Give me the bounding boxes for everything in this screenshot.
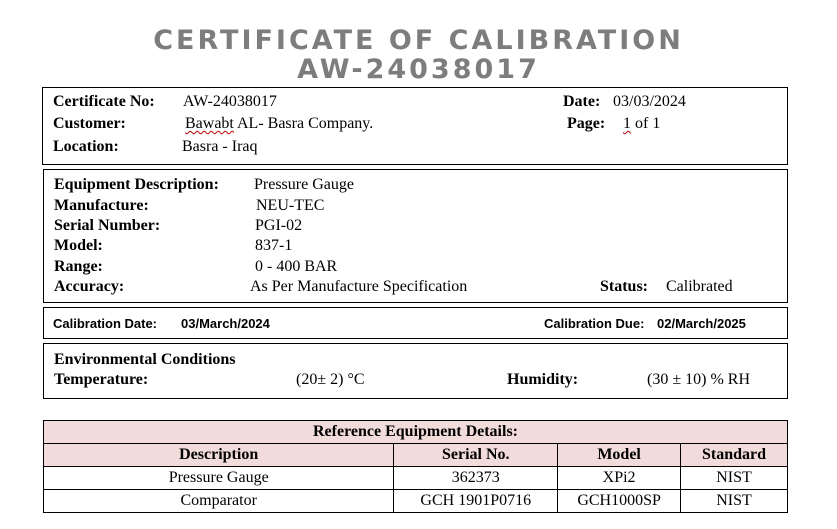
serial-number-value: PGI-02 [255, 217, 303, 234]
reference-equipment-table [43, 420, 788, 513]
table-cell: GCH1000SP [558, 490, 681, 513]
calibration-due-label: Calibration Due: [544, 316, 645, 331]
date-label: Date: [563, 93, 601, 110]
accuracy-label: Accuracy: [54, 278, 125, 295]
equipment-box [43, 169, 788, 303]
certificate-info-box [42, 87, 788, 165]
page-label: Page: [567, 115, 606, 132]
calibration-date-value: 03/March/2024 [181, 316, 270, 331]
customer-name-rest: AL- Basra Company. [233, 115, 374, 132]
calibration-due-value: 02/March/2025 [657, 316, 746, 331]
certificate-number-heading: AW-24038017 [297, 54, 540, 85]
date-value: 03/03/2024 [613, 93, 686, 110]
humidity-value: (30 ± 10) % RH [647, 371, 750, 388]
environment-heading: Environmental Conditions [54, 351, 236, 368]
column-header: Standard [681, 444, 788, 467]
model-value: 837-1 [255, 237, 293, 254]
table-cell: XPi2 [558, 467, 681, 490]
page-number: 1 [623, 115, 631, 132]
status-label: Status: [600, 278, 649, 295]
table-cell: GCH 1901P0716 [394, 490, 558, 513]
status-value: Calibrated [666, 278, 733, 295]
reference-table-title: Reference Equipment Details: [44, 421, 788, 444]
accuracy-value: As Per Manufacture Specification [250, 278, 468, 295]
column-header: Model [558, 444, 681, 467]
table-cell: NIST [681, 490, 788, 513]
table-cell: 362373 [394, 467, 558, 490]
location-value: Basra - Iraq [182, 138, 258, 155]
table-cell: Comparator [44, 490, 394, 513]
table-cell: NIST [681, 467, 788, 490]
humidity-label: Humidity: [507, 371, 579, 388]
manufacture-label: Manufacture: [54, 197, 149, 214]
calibration-date-label: Calibration Date: [53, 316, 158, 331]
temperature-label: Temperature: [54, 371, 149, 388]
table-header-row [44, 444, 788, 467]
manufacture-value: NEU-TEC [256, 197, 325, 214]
equipment-description-value: Pressure Gauge [254, 176, 354, 193]
serial-number-label: Serial Number: [54, 217, 161, 234]
range-label: Range: [54, 258, 103, 275]
page-value [623, 115, 660, 133]
table-cell: Pressure Gauge [44, 467, 394, 490]
column-header: Description [44, 444, 394, 467]
certificate-title: CERTIFICATE OF CALIBRATION [153, 25, 684, 56]
customer-name-first: Bawabt [185, 115, 234, 132]
cert-no-value: AW-24038017 [183, 93, 277, 110]
location-label: Location: [53, 138, 119, 155]
customer-value [185, 115, 373, 133]
cert-no-label: Certificate No: [53, 93, 155, 110]
environment-box [43, 343, 788, 399]
customer-label: Customer: [53, 115, 126, 132]
range-value: 0 - 400 BAR [255, 258, 338, 275]
model-label: Model: [54, 237, 103, 254]
column-header: Serial No. [394, 444, 558, 467]
page-total: of 1 [631, 115, 661, 132]
table-row [44, 467, 788, 490]
calibration-dates-box [43, 307, 788, 339]
table-row [44, 490, 788, 513]
temperature-value: (20± 2) °C [296, 371, 365, 388]
equipment-description-label: Equipment Description: [54, 176, 219, 193]
